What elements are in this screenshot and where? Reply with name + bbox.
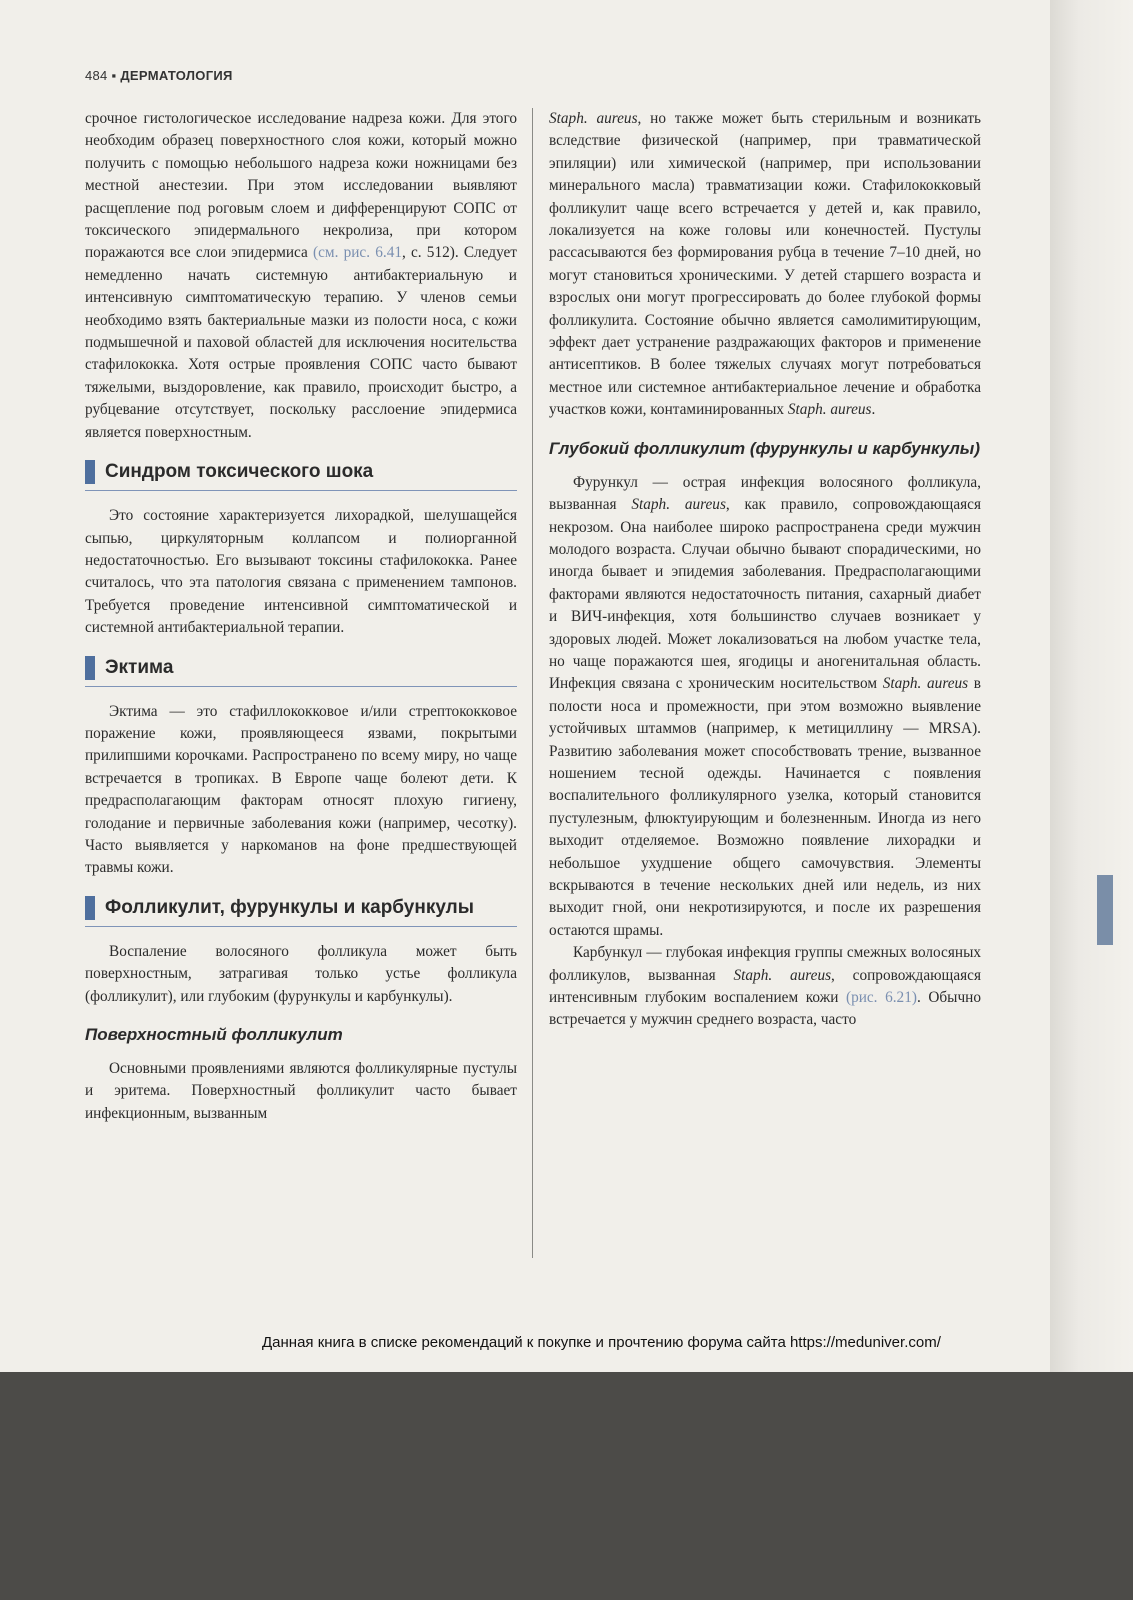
species-name: Staph. aureus — [733, 966, 832, 984]
species-name: Staph. aureus — [549, 110, 638, 127]
paragraph-text: , как правило, сопровождающаяся некрозом. Она наиболее широко распространена среди мужчин молодого возраста. Случаи обычно бывают спорадическими, но иногда бывает и эпидемия заболевания. Предрасполагающими факторами являются недостаточность питания, сахарный диабет и ВИЧ-инфекция, хотя большинство случаев возникает у здоровых людей. Может локализоваться на любом участке тела, но чаще поражаются шея, ягодицы и аногенитальная область. Инфекция связана с хроническим носительством — [549, 496, 981, 693]
figure-reference[interactable]: (рис. 6.21) — [845, 989, 917, 1007]
paragraph-superficial-continued — [549, 108, 981, 422]
paragraph-furuncle — [549, 472, 981, 943]
paragraph-toxic-shock: Это состояние характеризуется лихорадкой, шелушащейся сыпью, циркуляторным коллапсом и полиорганной недостаточностью. Его вызывают токсины стафилококка. Ранее считалось, что эта патология связана с применением тампонов. Требуется проведение интенсивной симптоматической и системной антибактериальной терапии. — [85, 507, 517, 637]
heading-text: Синдром токсического шока — [105, 461, 374, 483]
heading-text: Эктима — [105, 656, 174, 678]
facing-page-tab — [1097, 875, 1113, 945]
facing-page-edge — [1050, 0, 1133, 1372]
species-name: Staph. aureus — [631, 496, 726, 514]
figure-reference[interactable]: (см. рис. 6.41 — [313, 244, 402, 262]
paragraph-superficial-folliculitis: Основными проявлениями являются фолликулярные пустулы и эритема. Поверхностный фолликулит часто бывает инфекционным, вызванным — [85, 1060, 517, 1122]
subheading-deep-folliculitis: Глубокий фолликулит (фурункулы и карбункулы) — [549, 438, 980, 458]
heading-folliculitis — [85, 894, 517, 927]
section-title: ДЕРМАТОЛОГИЯ — [120, 68, 233, 83]
paragraph-text: Фурункул — острая инфекция волосяного фолликула, вызванная — [549, 473, 981, 514]
paragraph-text: , с. 512). Следует немедленно начать системную антибактериальную и интенсивную симптоматическую терапию. У членов семьи необходимо взять бактериальные мазки из полости носа, с кожи подмышечной и паховой областей для исключения носительства стафилококка. Хотя острые проявления СОПС часто бывают тяжелыми, выздоровление, как правило, происходит быстро, а рубцевание отсутствует, поскольку расслоение эпидермиса является поверхностным. — [85, 244, 517, 441]
heading-text: Фолликулит, фурункулы и карбункулы — [105, 896, 474, 918]
paragraph-biopsy — [85, 108, 517, 444]
paragraph-text: , но также может быть стерильным и возникать вследствие физической (например, при травматической эпиляции) или химической (например, при использовании минерального масла) травматизации кожи. Стафилококковый фолликулит чаще всего встречается у детей и, как правило, локализуется на коже головы или конечностей. Пустулы рассасываются без формирования рубца в течение 7–10 дней, но могут становиться хроническими. У детей старшего возраста и взрослых они могут прогрессировать до более глубокой формы фолликулита. Состояние обычно является самолимитирующим, эффект дает устранение раздражающих факторов и применение антисептиков. В более тяжелых случаях могут потребоваться местное или системное антибактериальное лечение и обработка участков кожи, контаминированных — [549, 110, 981, 419]
paragraph-text: , сопровождающаяся интенсивным глубоким воспалением кожи — [549, 966, 981, 1007]
running-head — [85, 68, 233, 83]
right-column — [549, 108, 981, 1032]
running-head-separator: ▪ — [111, 68, 117, 83]
species-name: Staph. aureus — [787, 401, 872, 419]
paragraph-text: срочное гистологическое исследование надреза кожи. Для этого необходим образец поверхностного слоя кожи, который можно получить с помощью небольшого надреза кожи ножницами без местной анестезии. При этом исследовании выявляют расщепление под роговым слоем и дифференцируют СОПС от токсического эпидермального некролиза, при котором поражаются все слои эпидермиса — [85, 110, 517, 262]
paragraph-folliculitis: Воспаление волосяного фолликула может быть поверхностным, затрагивая только устье фолликула (фолликулит), или глубоким (фурункулы и карбункулы). — [85, 942, 517, 1005]
paragraph-text: . Обычно встречается у мужчин среднего возраста, часто — [549, 989, 981, 1029]
paragraph-text: . — [871, 401, 876, 419]
footer-note: Данная книга в списке рекомендаций к покупке и прочтению форума сайта https://meduniver.com/ — [262, 1334, 941, 1351]
column-divider — [532, 108, 533, 1258]
paragraph-text: в полости носа и промежности, при этом возможно выявление устойчивых штаммов (например, к метициллину — MRSA). Развитию заболевания может способствовать трение, вызванное ношением тесной одежды. Начинается с появления воспалительного фолликулярного узелка, который становится пустулезным, флюктуирующим и болезненным. Иногда из него выходит отделяемое. Возможно появление лихорадки и небольшое ухудшение общего самочувствия. Элементы вскрываются в течение нескольких дней или недель, из них выходит гной, они некротизируются, и после их разрешения остаются шрамы. — [549, 675, 981, 939]
page-number: 484 — [85, 68, 108, 83]
paragraph-ecthyma: Эктима — это стафиллококковое и/или стрептококковое поражение кожи, проявляющееся язвами, покрытыми прилипшими корочками. Распространено по всему миру, но чаще встречается в тропиках. В Европе чаще болеют дети. К предрасполагающим факторам относят плохую гигиену, голодание и первичные заболевания кожи (например, чесотку). Часто выявляется у наркоманов на фоне предшествующей травмы кожи. — [85, 702, 517, 877]
paragraph-carbuncle — [549, 942, 981, 1032]
left-column — [85, 108, 517, 1125]
species-name: Staph. aureus — [882, 675, 969, 693]
paragraph-text: Карбункул — глубокая инфекция группы смежных волосяных фолликулов, вызванная — [549, 944, 981, 984]
heading-bar — [85, 656, 95, 680]
subheading-superficial-folliculitis: Поверхностный фолликулит — [85, 1025, 343, 1044]
heading-toxic-shock — [85, 458, 517, 491]
scan-background — [0, 1372, 1133, 1600]
heading-bar — [85, 896, 95, 920]
heading-bar — [85, 460, 95, 484]
heading-ecthyma — [85, 654, 517, 687]
